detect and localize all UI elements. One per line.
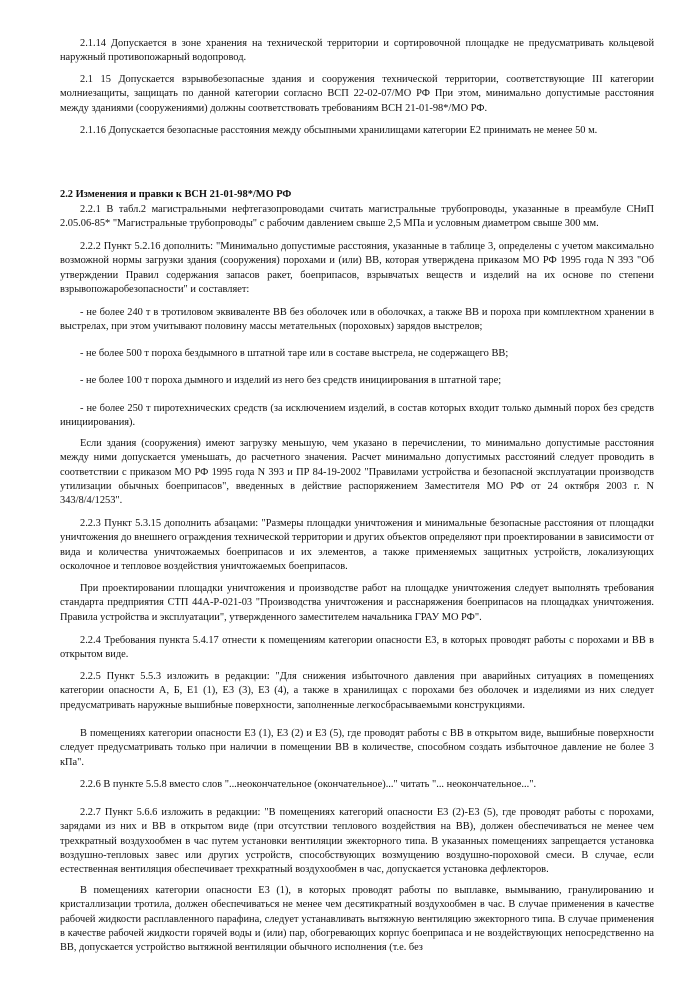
- paragraph-2-2-4: 2.2.4 Требования пункта 5.4.17 отнести к помещениям категории опасности Е3, в которых проводят работы с порохами и ВВ в открытом виде.: [60, 635, 654, 661]
- paragraph-2-2-5: 2.2.5 Пункт 5.5.3 изложить в редакции: "Для снижения избыточного давления при аварийных ситуациях в помещениях категории опасности А, Б, Е1 (1), Е3 (3), Е3 (4), а также в хранилищах с порохами без оболочек и изделиями из них следует предусматривать наружные вышибные поверхности, заполненные легкосбрасываемыми конструкциями.: [60, 671, 654, 711]
- paragraph-2-2-6: 2.2.6 В пункте 5.5.8 вместо слов "...неокончательное (окончательное)..." читать "... неокончательное...".: [80, 779, 537, 790]
- paragraph-ventilation-e3-1: В помещениях категории опасности Е3 (1), в которых проводят работы по выплавке, вымыванию, гранулированию и кристаллизации тротила, должен обеспечиваться не менее чем десятикратный воздухообмен в час. В случае применения в качестве рабочей жидкости расплавленного парафина, следует устанавливать вытяжную вентиляцию эжекторного типа. В случае применения в качестве рабочей жидкости горячей воды и (или) пар, обогревающих корпус боеприпаса и не воздействующих непосредственно на ВВ, допускается устройство вытяжной вентиляции обычного исполнения (т.е. без: [60, 885, 654, 954]
- list-item-100t: - не более 100 т пороха дымного и изделий из него без средств инициирования в штатной таре;: [80, 375, 502, 386]
- list-item-250t: - не более 250 т пиротехнических средств (за исключением изделий, в состав которых входит только дымный порох без средств инициирования).: [60, 403, 654, 429]
- paragraph-blowout-surfaces: В помещениях категории опасности Е3 (1), Е3 (2) и Е3 (5), где проводят работы с ВВ в открытом виде, вышибные поверхности следует предусматривать только при наличии в помещении ВВ в количестве, способном создать избыточное давление не более 3 кПа".: [60, 728, 654, 768]
- paragraph-2-2-3: 2.2.3 Пункт 5.3.15 дополнить абзацами: "Размеры площадки уничтожения и минимальные безопасные расстояния от площадки уничтожения до внешнего ограждения технической территории и других объектов определяют при проектировании в зависимости от вида и количества уничтожаемых боеприпасов и их элементов, а также применяемых защитных устройств, локализующих осколочное и тепловое воздействия уничтожаемых боеприпасов.: [60, 518, 654, 572]
- list-item-240t: - не более 240 т в тротиловом эквиваленте ВВ без оболочек или в оболочках, а также ВВ и пороха при комплектном хранении в выстрелах, при этом учитывают половину массы метательных (пороховых) зарядов выстрелов;: [60, 307, 654, 333]
- paragraph-2-2-1: 2.2.1 В табл.2 магистральными нефтегазопроводами считать магистральные трубопроводы, указанные в преамбуле СНиП 2.05.06-85* "Магистральные трубопроводы" с рабочим давлением свыше 2,5 МПа и условным диаметром свыше 300 мм.: [60, 204, 654, 230]
- list-item-500t: - не более 500 т пороха бездымного в штатной таре или в составе выстрела, не содержащего ВВ;: [80, 348, 509, 359]
- paragraph-destruction-site: При проектировании площадки уничтожения и производстве работ на площадке уничтожения следует выполнять требования стандарта предприятия СТП 44А-Р-021-03 "Производства уничтожения и расснаряжения боеприпасов на площадках уничтожения. Правила устройства и эксплуатации", утвержденного заместителем начальника ГРАУ МО РФ".: [60, 583, 654, 623]
- paragraph-reduced-load: Если здания (сооружения) имеют загрузку меньшую, чем указано в перечислении, то минимально допустимые расстояния между ними допускается уменьшать, до расчетного значения. Расчет минимально допустимых расстояний следует проводить в соответствии с приказом МО РФ 1995 года N 393 и ПР 84-19-2002 "Правилами устройства и безопасной эксплуатации производств утилизации обычных боеприпасов", введенных в действие распоряжением Заместителя МО РФ от 24 октября 2003 г. N 343/8/4/1253".: [60, 438, 654, 507]
- paragraph-2-1-14: 2.1.14 Допускается в зоне хранения на технической территории и сортировочной площадке не предусматривать кольцевой наружный противопожарный водопровод.: [60, 38, 654, 64]
- paragraph-2-1-16: 2.1.16 Допускается безопасные расстояния между обсыпными хранилищами категории Е2 принимать не менее 50 м.: [80, 125, 598, 136]
- paragraph-2-2-2: 2.2.2 Пункт 5.2.16 дополнить: "Минимально допустимые расстояния, указанные в таблице 3, определены с учетом максимально возможной нормы загрузки здания (сооружения) порохами и (или) ВВ, которая утверждена приказом МО РФ 1995 года N 393 "Об утверждении Правил содержания запасов ракет, боеприпасов, взрывчатых веществ и изделий на их основе по степени взрывопожаробезопасности" и составляет:: [60, 241, 654, 295]
- paragraph-2-2-7: 2.2.7 Пункт 5.6.6 изложить в редакции: "В помещениях категорий опасности Е3 (2)-Е3 (5), где проводят работы с порохами, зарядами из них и ВВ в открытом виде (при отсутствии теплового воздействия на ВВ), должен обеспечиваться не менее чем трехкратный воздухообмен в час путем установки вентиляции эжекторного типа. В указанных помещениях запрещается установка воздушно-тепловых завес или других устройств, способствующих возмущению воздушно-пороховой смеси. В случае, если естественная вентиляция обеспечивает трехкратный воздухообмен в час, допускается установка дефлекторов.: [60, 807, 654, 876]
- section-heading-2-2: 2.2 Изменения и правки к ВСН 21-01-98*/МО РФ: [60, 189, 292, 200]
- paragraph-2-1-15: 2.1 15 Допускается взрывобезопасные здания и сооружения технической территории, соответствующие III категории молниезащиты, защищать по данной категории согласно ВСП 22-02-07/МО РФ При этом, минимально допустимые расстояния между зданиями (сооружениями) должны соответствовать требованиям ВСН 21-01-98*/МО РФ.: [60, 74, 654, 114]
